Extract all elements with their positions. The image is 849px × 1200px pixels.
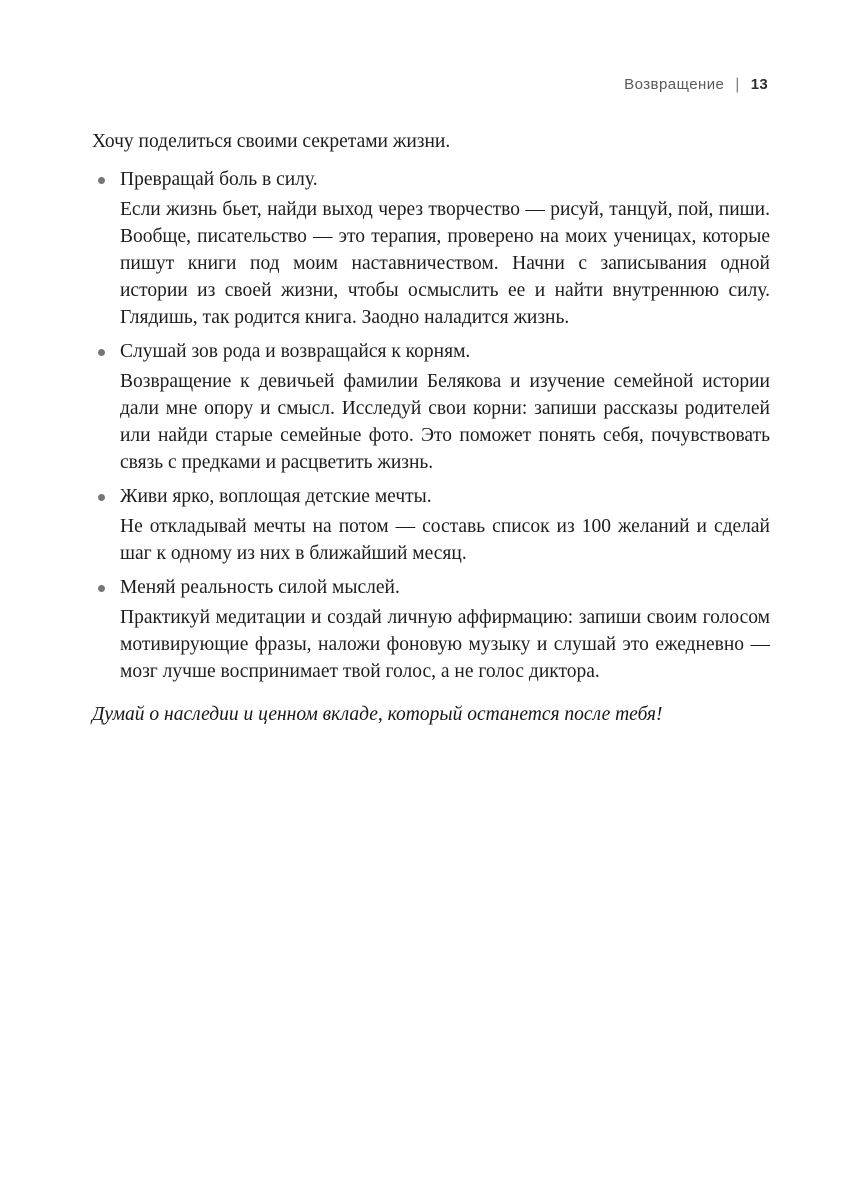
list-item (92, 166, 770, 331)
bullet-body: Возвращение к девичьей фамилии Белякова и изучение семейной истории дали мне опору и смысл. Исследуй свои корни: запиши рассказы родителей или найди старые семейные фото. Это поможет понять себя, почувствовать связь с предками и расцветить жизнь. (120, 371, 770, 473)
running-title: Возвращение (624, 76, 725, 93)
bullet-title: Слушай зов рода и возвращайся к корням. (120, 341, 471, 362)
bullet-dot-icon (98, 585, 105, 592)
page-number: 13 (750, 76, 768, 93)
bullet-item-content (120, 166, 770, 331)
bullet-list (92, 166, 770, 685)
bullet-dot-icon (98, 494, 105, 501)
bullet-title: Живи ярко, воплощая детские мечты. (120, 486, 432, 507)
bullet-item-content (120, 574, 770, 685)
bullet-dot-icon (98, 349, 105, 356)
page-header (624, 76, 768, 94)
closing-line: Думай о наследии и ценном вкладе, который останется после тебя! (92, 704, 663, 725)
bullet-dot-icon (98, 177, 105, 184)
list-item (92, 483, 770, 567)
list-item (92, 338, 770, 476)
bullet-item-content (120, 338, 770, 476)
bullet-body: Практикуй медитации и создай личную аффирмацию: запиши своим голосом мотивирующие фразы, наложи фоновую музыку и слушай это ежедневно — мозг лучше воспринимает твой голос, а не голос диктора. (120, 607, 770, 682)
bullet-body: Не откладывай мечты на потом — составь список из 100 желаний и сделай шаг к одному из них в ближайший месяц. (120, 516, 770, 564)
bullet-item-content (120, 483, 770, 567)
header-separator: | (735, 75, 740, 94)
bullet-body: Если жизнь бьет, найди выход через творчество — рисуй, танцуй, пой, пиши. Вообще, писательство — это терапия, проверено на моих ученицах, которые пишут книги под моим наставничеством. Начни с записывания одной истории из своей жизни, чтобы осмыслить ее и найти внутреннюю силу. Глядишь, так родится книга. Заодно наладится жизнь. (120, 199, 770, 328)
bullet-title: Превращай боль в силу. (120, 169, 318, 190)
list-item (92, 574, 770, 685)
bullet-title: Меняй реальность силой мыслей. (120, 577, 400, 598)
intro-paragraph: Хочу поделиться своими секретами жизни. (92, 131, 451, 152)
page-content (92, 128, 770, 728)
